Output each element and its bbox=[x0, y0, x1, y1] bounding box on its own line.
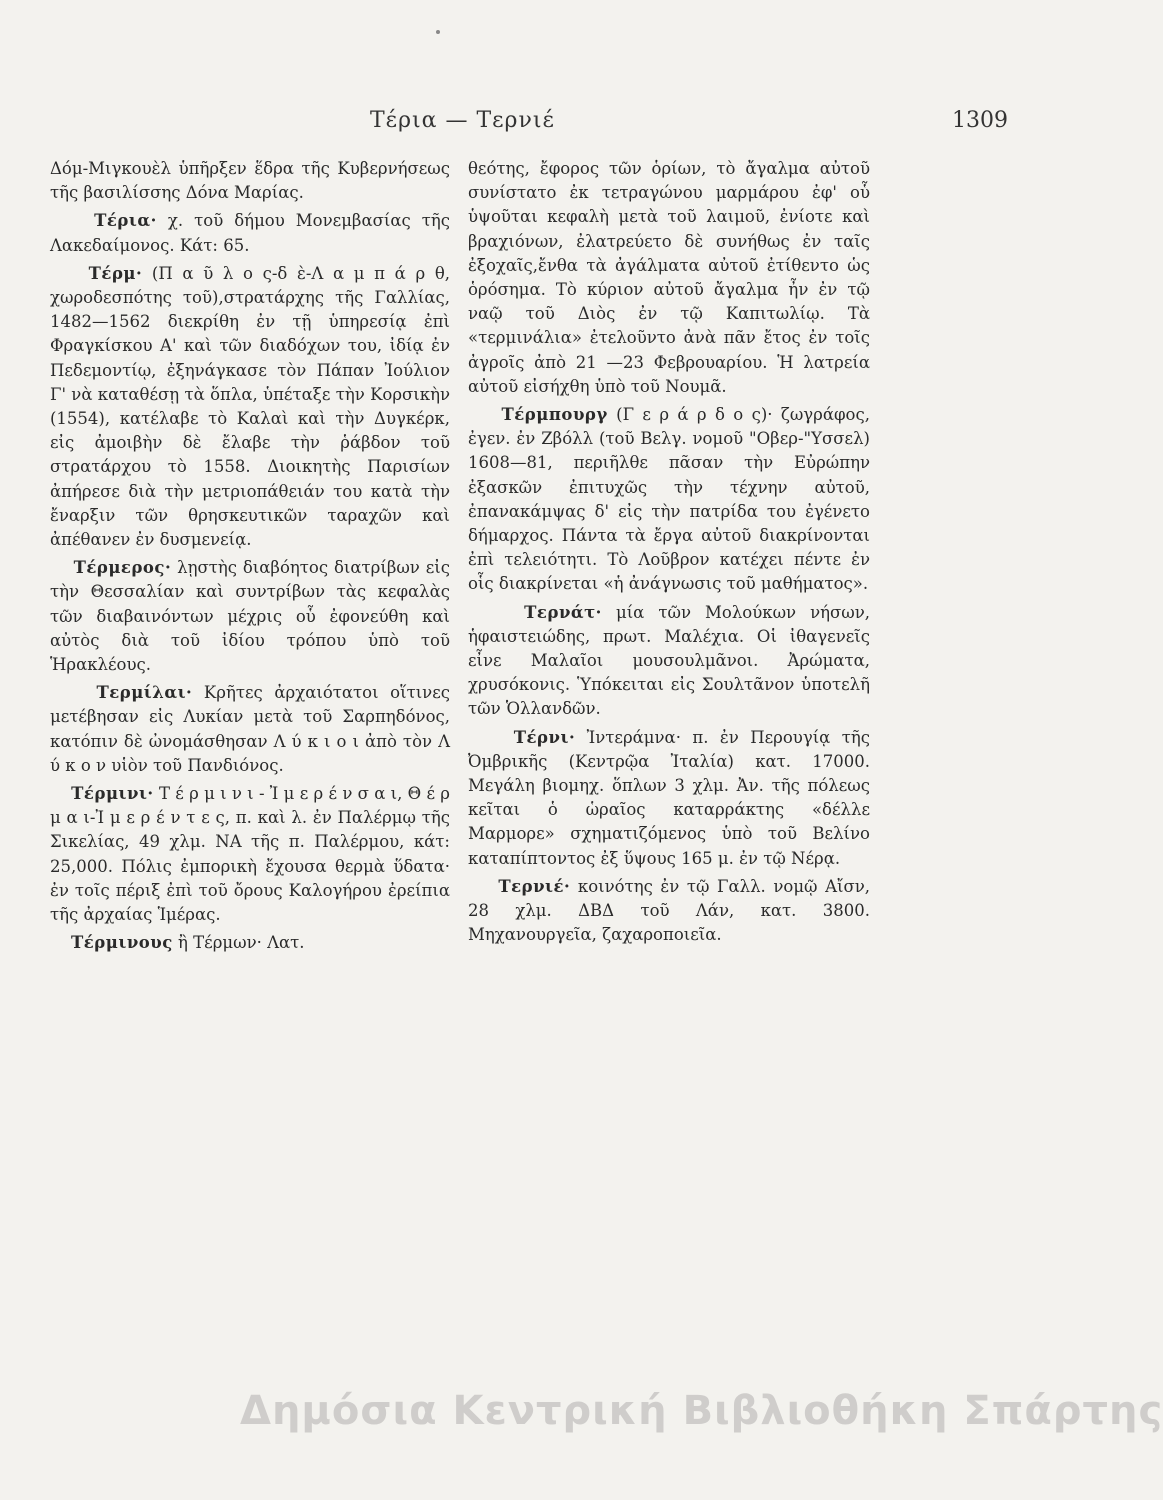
entry bbox=[50, 209, 450, 257]
entry-headword: Τερμίλαι· bbox=[96, 683, 193, 703]
entry bbox=[468, 875, 870, 948]
entry-text: μία τῶν Μολούκων νήσων, ἡφαιστειώδης, πρωτ. Μαλέχια. Οἱ ἰθαγενεῖς εἶνε Μαλαῖοι μουσουλμᾶνοι. Ἀρώματα, χρυσόκονις. Ὑπόκειται εἰς Σουλτᾶνον ὑποτελῆ τῶν Ὁλλανδῶν. bbox=[468, 602, 871, 719]
page-header bbox=[0, 108, 1056, 148]
entry bbox=[50, 681, 450, 778]
entry bbox=[468, 726, 870, 871]
entry-text: Ἰντεράμνα· π. ἐν Περουγίᾳ τῆς Ὀμβρικῆς (Κεντρῷα Ἰταλία) κατ. 17000. Μεγάλη βιομηχ. ὅπλων 3 χλμ. Ἀν. τῆς πόλεως κεῖται ὁ ὡραῖος καταρράκτης «δέλλε Μαρμορε» σχηματιζόμενος ὑπὸ τοῦ Βελίνο καταπίπτοντος ἐξ ὕψους 165 μ. ἐν τῷ Νέρᾳ. bbox=[468, 727, 870, 868]
entry-text: (Π α ῦ λ ο ς-δ ὲ-Λ α μ π ά ρ θ, χωροδεσπότης τοῦ),στρατάρχης τῆς Γαλλίας, 1482—1562 διεκρίθη ἐν τῇ ὑπηρεσίᾳ ἐπὶ Φραγκίσκου Α' καὶ τῶν διαδόχων του, ἰδίᾳ ἐν Πεδεμοντίῳ, ἐξηνάγκασε τὸν Πάπαν Ἰούλιον Γ' νὰ καταθέσῃ τὰ ὅπλα, ὑπέταξε τὴν Κορσικὴν (1554), κατέλαβε τὸ Καλαὶ καὶ τὴν Δυγκέρκ, εἰς ἀμοιβὴν δὲ ἔλαβε τὴν ῥάβδον τοῦ στρατάρχου τὸ 1558. Διοικητὴς Παρισίων ἀπήρεσε διὰ τὴν μετριοπάθειάν του κατὰ τὴν ἔναρξιν τῶν θρησκευτικῶν ταραχῶν καὶ ἀπέθανεν ἐν δυσμενείᾳ. bbox=[50, 263, 451, 550]
entry-headword: Τέρμπουργ bbox=[501, 405, 608, 425]
library-watermark: Δημόσια Κεντρική Βιβλιοθήκη Σπάρτης bbox=[240, 1388, 1163, 1434]
entry-headword: Τέρμινους bbox=[70, 933, 173, 953]
entry bbox=[50, 262, 450, 552]
entry bbox=[50, 556, 450, 677]
entry bbox=[50, 782, 450, 927]
entry-text: λῃστὴς διαβόητος διατρίβων εἰς τὴν Θεσσαλίαν καὶ συντρίβων τὰς κεφαλὰς τῶν διαβαινόντων μέχρις οὗ ἐφονεύθη καὶ αὐτὸς διὰ τοῦ ἰδίου τρόπου ὑπὸ τοῦ Ἡρακλέους. bbox=[50, 558, 450, 675]
entry-headword: Τερνιέ· bbox=[498, 876, 571, 896]
entry bbox=[468, 601, 870, 722]
entry bbox=[50, 931, 450, 955]
entry-headword: Τέρια· bbox=[94, 211, 157, 231]
entry bbox=[468, 157, 870, 399]
entry bbox=[50, 157, 450, 205]
entry-headword: Τέρμ· bbox=[88, 263, 143, 283]
entry bbox=[468, 403, 870, 597]
right-column bbox=[468, 157, 870, 952]
entry-headword: Τέρμινι· bbox=[71, 784, 154, 804]
page-number: 1309 bbox=[952, 108, 1008, 133]
entry-text: κοινότης ἐν τῷ Γαλλ. νομῷ Αἴσν, 28 χλμ. ΔΒΔ τοῦ Λάν, κατ. 3800. Μηχανουργεῖα, ζαχαροποιεῖα. bbox=[468, 876, 870, 945]
entry-headword: Τέρνι· bbox=[513, 727, 576, 747]
entry-headword: Τέρμερος· bbox=[73, 558, 172, 578]
entry-text: θεότης, ἔφορος τῶν ὁρίων, τὸ ἄγαλμα αὐτοῦ συνίστατο ἐκ τετραγώνου μαρμάρου ἐφ' οὗ ὑψοῦται κεφαλὴ μετὰ τοῦ λαιμοῦ, ἐνίοτε καὶ βραχιόνων, ἐλατρεύετο δὲ συνήθως ἐν ταῖς ἐξοχαῖς,ἔνθα τὰ ἀγάλματα αὐτοῦ ἐτίθεντο ὡς ὁρόσημα. Τὸ κύριον αὐτοῦ ἄγαλμα ἦν ἐν τῷ ναῷ τοῦ Διὸς ἐν τῷ Καπιτωλίῳ. Τὰ «τερμινάλια» ἐτελοῦντο ἀνὰ πᾶν ἔτος ἐν τοῖς ἀγροῖς ἀπὸ 21 —23 Φεβρουαρίου. Ἡ λατρεία αὐτοῦ εἰσήχθη ὑπὸ τοῦ Νουμᾶ. bbox=[468, 159, 870, 396]
ink-speck bbox=[436, 30, 440, 34]
entry-text: Τ έ ρ μ ι ν ι - Ἰ μ ε ρ έ ν σ α ι, Θ έ ρ μ α ι-Ἰ μ ε ρ έ ν τ ε ς, π. καὶ λ. ἐν Παλέρμῳ τῆς Σικελίας, 49 χλμ. ΝΑ τῆς π. Παλέρμου, κάτ: 25,000. Πόλις ἐμπορικὴ ἔχουσα θερμὰ ὕδατα· ἐν τοῖς πέριξ ἐπὶ τοῦ ὄρους Καλογήρου ἐρείπια τῆς ἀρχαίας Ἱμέρας. bbox=[50, 784, 451, 925]
entry-text: χ. τοῦ δήμου Μονεμβασίας τῆς Λακεδαίμονος. Κάτ: 65. bbox=[50, 211, 450, 255]
left-column bbox=[50, 157, 450, 960]
entry-text: Δόμ-Μιγκουὲλ ὑπῆρξεν ἕδρα τῆς Κυβερνήσεως τῆς βασιλίσσης Δόνα Μαρίας. bbox=[50, 159, 450, 203]
running-title: Τέρια — Τερνιέ bbox=[370, 108, 555, 133]
entry-text: Κρῆτες ἀρχαιότατοι οἵτινες μετέβησαν εἰς Λυκίαν μετὰ τοῦ Σαρπηδόνος, κατόπιν δὲ ὠνομάσθησαν Λ ύ κ ι ο ι ἀπὸ τὸν Λ ύ κ ο ν υἱὸν τοῦ Πανδιόνος. bbox=[50, 683, 450, 775]
entry-text: (Γ ε ρ ά ρ δ ο ς)· ζωγράφος, ἐγεν. ἐν Ζβόλλ (τοῦ Βελγ. νομοῦ "Οβερ-"Υσσελ) 1608—81, περιῆλθε πᾶσαν τὴν Εὐρώπην ἐξασκῶν ἐπιτυχῶς τὴν τέχνην αὐτοῦ, ἐπανακάμψας δ' εἰς τὴν πατρίδα του ἐγένετο δήμαρχος. Πάντα τὰ ἔργα αὐτοῦ διακρίνονται ἐπὶ τελειότητι. Τὸ Λοῦβρον κατέχει πέντε ἐν οἷς διακρίνεται «ἡ ἀνάγνωσις τοῦ μαθήματος». bbox=[468, 405, 870, 594]
entry-text: ἢ Τέρμων· Λατ. bbox=[178, 933, 305, 953]
entry-headword: Τερνάτ· bbox=[524, 602, 602, 622]
